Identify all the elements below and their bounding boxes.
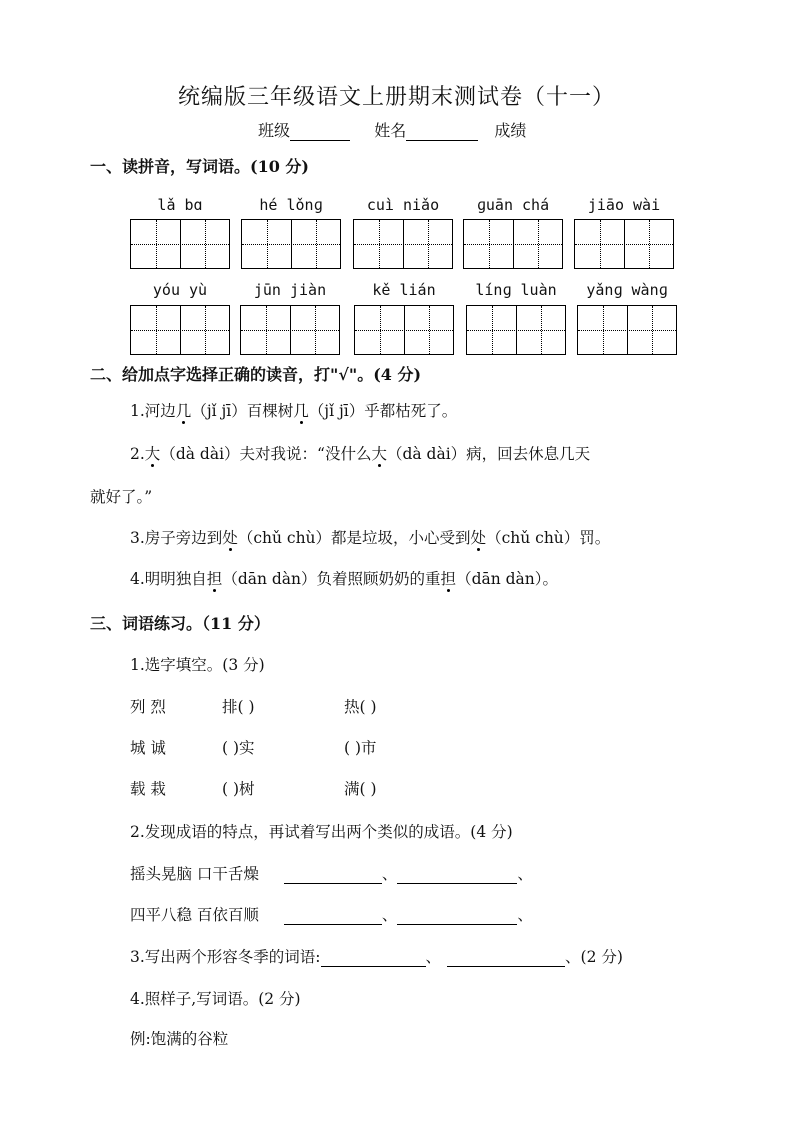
idiom-pair: 摇头晃脑 口干舌燥 — [130, 865, 259, 883]
dotted-char: 处 — [471, 526, 487, 548]
separator: 、 — [381, 906, 398, 924]
answer-blank[interactable] — [284, 910, 382, 925]
s3-q1-blank[interactable]: 热( ) — [344, 698, 377, 716]
dotted-char: 大 — [371, 442, 387, 464]
s3-q1-blank[interactable]: ( )市 — [344, 739, 377, 757]
q-text: 3.写出两个形容冬季的词语: — [130, 948, 321, 966]
tianzige-box[interactable] — [353, 219, 453, 269]
pinyin-label: cuì niǎo — [366, 196, 440, 214]
tianzige-box[interactable] — [240, 305, 340, 355]
q-text: 4.明明独自 — [130, 570, 207, 588]
answer-blank[interactable] — [284, 869, 382, 884]
pinyin-label: jiāo wài — [587, 196, 661, 214]
pinyin-label: yǎnɡ wànɡ — [586, 281, 668, 299]
s2-question-2 — [130, 442, 590, 464]
guide-line — [578, 330, 676, 331]
s3-q4-example: 例:饱满的谷粒 — [130, 1030, 229, 1048]
pinyin-label: kě lián — [372, 281, 436, 299]
q-text: （dà dài）病，回去休息几天 — [386, 445, 591, 463]
tianzige-box[interactable] — [354, 305, 454, 355]
guide-line — [354, 244, 452, 245]
tianzige-box[interactable] — [463, 219, 563, 269]
score: 、(2 分) — [565, 948, 623, 966]
s2-question-3 — [130, 526, 610, 548]
s3-q2-row — [130, 903, 533, 925]
dotted-char: 几 — [293, 399, 309, 421]
tianzige-box[interactable] — [577, 305, 677, 355]
dotted-char: 担 — [207, 567, 223, 589]
tianzige-box[interactable] — [130, 219, 230, 269]
pinyin-label: línɡ luàn — [475, 281, 557, 299]
guide-line — [355, 330, 453, 331]
s3-q1-blank[interactable]: 排( ) — [222, 698, 255, 716]
page-title: 统编版三年级语文上册期末测试卷（十一） — [177, 85, 615, 110]
q-text: 1.河边 — [130, 402, 176, 420]
separator: 、 — [517, 865, 533, 883]
answer-blank[interactable] — [321, 952, 426, 967]
q-text: （chǔ chù）都是垃圾，小心受到 — [237, 529, 471, 547]
dotted-char: 处 — [222, 526, 238, 548]
pinyin-label: hé lǒnɡ — [259, 196, 323, 214]
student-info — [258, 118, 526, 141]
s3-q1-pair: 列 烈 — [130, 698, 166, 716]
q-text: （dān dàn）负着照顾奶奶的重 — [222, 570, 441, 588]
tianzige-box[interactable] — [130, 305, 230, 355]
s3-q4-prompt: 4.照样子,写词语。(2 分) — [130, 990, 301, 1008]
s3-q1-pair: 城 诚 — [130, 739, 166, 757]
q-text: 2. — [130, 445, 145, 463]
s3-q1-blank[interactable]: ( )树 — [222, 780, 255, 798]
s3-q1-pair: 载 栽 — [130, 780, 166, 798]
s2-question-1 — [130, 399, 457, 421]
s2-question-4 — [130, 567, 558, 589]
guide-line — [575, 244, 673, 245]
tianzige-box[interactable] — [574, 219, 674, 269]
dotted-char: 大 — [145, 442, 161, 464]
pinyin-label: yóu yù — [152, 281, 208, 299]
q-text: （chǔ chù）罚。 — [486, 529, 611, 547]
score-label: 成绩 — [494, 121, 527, 140]
guide-line — [241, 330, 339, 331]
guide-line — [131, 330, 229, 331]
tianzige-box[interactable] — [466, 305, 566, 355]
separator: 、 — [381, 865, 398, 883]
s3-q1-blank[interactable]: 满( ) — [344, 780, 377, 798]
answer-blank[interactable] — [397, 910, 517, 925]
guide-line — [242, 244, 340, 245]
section1-heading: 一、读拼音，写词语。(10 分) — [90, 157, 309, 176]
answer-blank[interactable] — [447, 952, 565, 967]
section2-heading: 二、给加点字选择正确的读音，打"√"。(4 分) — [90, 365, 422, 384]
q-text: （jǐ jī）乎都枯死了。 — [308, 402, 458, 420]
q-text: （dān dàn）。 — [456, 570, 559, 588]
s3-q2-row — [130, 862, 533, 884]
pinyin-label: jūn jiàn — [253, 281, 327, 299]
pinyin-label: lǎ bɑ — [157, 196, 203, 214]
name-label: 姓名 — [374, 121, 407, 140]
dotted-char: 几 — [176, 399, 192, 421]
s3-q2-prompt: 2.发现成语的特点，再试着写出两个类似的成语。(4 分) — [130, 823, 513, 841]
tianzige-box[interactable] — [241, 219, 341, 269]
dotted-char: 担 — [441, 567, 457, 589]
guide-line — [131, 244, 229, 245]
s3-q1-blank[interactable]: ( )实 — [222, 739, 255, 757]
q-text: 3.房子旁边到 — [130, 529, 223, 547]
separator: 、 — [425, 948, 442, 966]
section3-heading: 三、词语练习。（11 分） — [90, 614, 270, 633]
pinyin-label: ɡuān chá — [476, 196, 550, 214]
answer-blank[interactable] — [397, 869, 517, 884]
guide-line — [464, 244, 562, 245]
q-text: （jǐ jī）百棵树 — [191, 402, 294, 420]
guide-line — [467, 330, 565, 331]
class-blank[interactable] — [290, 124, 350, 141]
s3-q1-prompt: 1.选字填空。(3 分) — [130, 656, 265, 674]
name-blank[interactable] — [406, 124, 478, 141]
class-label: 班级 — [258, 121, 291, 140]
s2-question-2-cont: 就好了。” — [90, 488, 153, 506]
idiom-pair: 四平八稳 百依百顺 — [130, 906, 259, 924]
q-text: （dà dài）夫对我说：“没什么 — [160, 445, 372, 463]
s3-q3 — [130, 945, 623, 967]
separator: 、 — [517, 906, 533, 924]
